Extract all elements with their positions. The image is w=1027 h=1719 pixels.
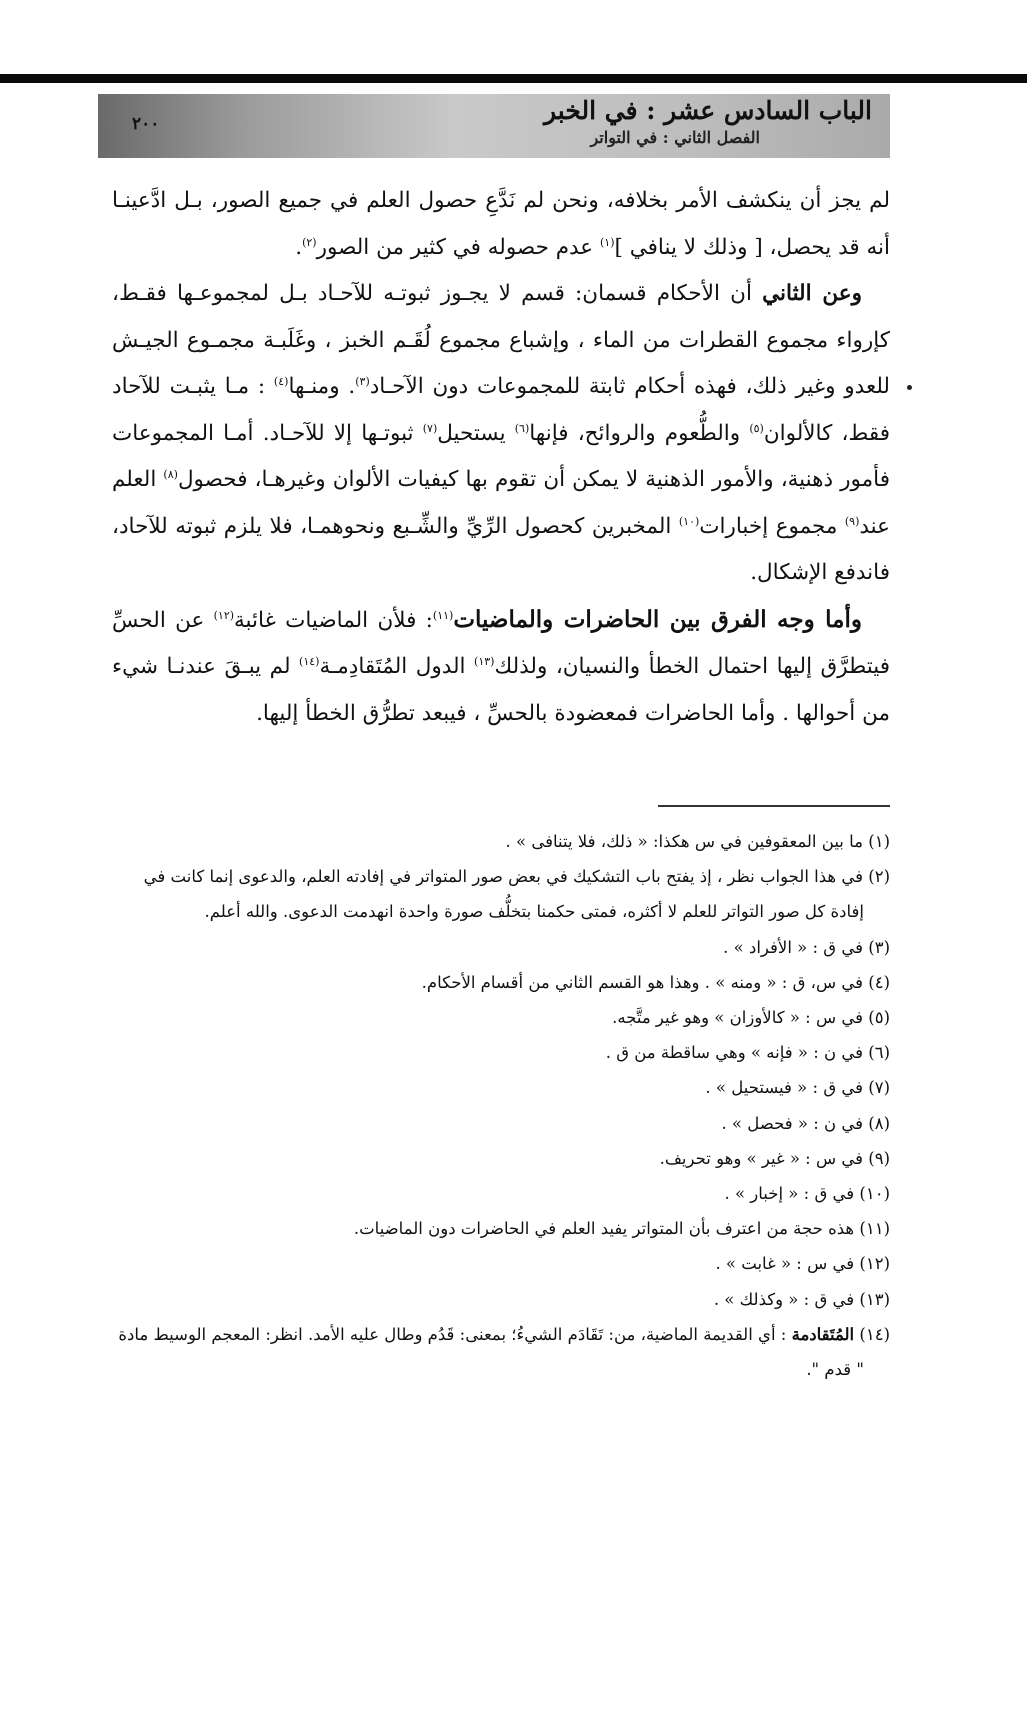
footnote-ref: (١٤): [299, 654, 320, 668]
footnote-ref: (٢): [302, 235, 317, 249]
footnote: (١٤) المُتَقادمة : أي القديمة الماضية، من: تَقَادَم الشيءُ؛ بمعنى: قَدُم وطال عليه الأمد. انظر: المعجم الوسيط مادة: [118, 1324, 890, 1344]
paragraph: وأما وجه الفرق بين الحاضرات والماضيات$^{(١١)}$: فلأن الماضيات غائبة$^{(١٢)}$ عن الحسِّ فيتطرَّق إليها احتمال الخطأ والنسيان، ولذلك$^{(١٣)}$ الدول المُتَقادِمـة$^{(١٤)}$ لم يبـقَ عندنـا شيء من أحوالها . وأما الحاضرات فمعضودة بالحسِّ ، فيبعد تطرُّق الخطأ إليها.: [112, 605, 890, 726]
footnote-separator: [658, 805, 890, 807]
paragraph: لم يجز أن ينكشف الأمر بخلافه، ونحن لم نَدَّعِ حصول العلم في جميع الصور، بـل ادَّعينـا أنه قد يحصل، [ وذلك لا ينافي ]$^{(١)}$ عدم حصوله في كثير من الصور$^{(٢)}$.: [112, 188, 890, 260]
chapter-title: الباب السادس عشر : في الخبر: [544, 96, 872, 125]
section-title: الفصل الثاني : في التواتر: [590, 128, 760, 147]
footnote-ref: (١٢): [213, 608, 235, 622]
footnote-ref: (٥): [749, 421, 764, 435]
footnote-ref: (٤): [273, 374, 289, 388]
footnote-ref: (٣): [355, 374, 370, 388]
footnote-ref: (٧): [422, 421, 438, 435]
footnote-ref: (٨): [163, 467, 178, 481]
footnotes: [112, 824, 890, 1387]
footnote: (١٢) في س : « غابت » .: [715, 1254, 890, 1274]
footnote: (٦) في ن : « فإنه » وهي ساقطة من ق .: [605, 1043, 890, 1063]
footnote-ref: (١٠): [678, 514, 700, 528]
footnote-ref: (١): [599, 235, 615, 249]
inline-heading: وأما وجه الفرق بين الحاضرات والماضيات: [453, 605, 862, 633]
footnote-ref: (١٣): [474, 654, 495, 668]
main-text: [112, 178, 890, 737]
lead-phrase: وعن الثاني: [762, 281, 862, 306]
footnote-term: المُتَقادمة: [791, 1324, 855, 1344]
footnote: (٧) في ق : « فيستحيل » .: [705, 1078, 890, 1098]
footnote: (١٠) في ق : « إخبار » .: [724, 1184, 890, 1204]
margin-dot: [907, 385, 912, 390]
footnote: (٥) في س : « كالأوزان » وهو غير متَّجه.: [612, 1008, 890, 1028]
footnote-ref: (٦): [514, 421, 530, 435]
footnote: (٨) في ن : « فحصل » .: [721, 1113, 890, 1133]
footnote: (٣) في ق : « الأفراد » .: [723, 937, 890, 957]
footnote-ref: (١١): [432, 608, 454, 622]
footnote-continuation: " قدم ".: [806, 1360, 864, 1380]
paragraph: وعن الثاني أن الأحكام قسمان: قسم لا يجـوز ثبوتـه للآحـاد بـل لمجموعـها فقـط، كإرواء مجموع القطرات من الماء ، وإشباع مجموع لُقَـم الخبز ، وغَلَبـة مجمـوع الجيـش للعدو وغير ذلك، فهذه أحكام ثابتة للمجموعات دون الآحـاد$^{(٣)}$. ومنـها$^{(٤)}$ : مـا يثبـت للآحاد فقط، كالألوان$^{(٥)}$ والطُّعوم والروائح، فإنها$^{(٦)}$ يستحيل$^{(٧)}$ ثبوتـها إلا للآحـاد. أمـا المجموعات فأمور ذهنية، والأمور الذهنية لا يمكن أن تقوم بها كيفيات الألوان وغيرهـا، فحصول$^{(٨)}$ العلم عند$^{(٩)}$ مجموع إخبارات$^{(١٠)}$ المخبرين كحصول الرِّيِّ والشِّـبع ونحوهمـا، فلا يلزم ثبوته للآحاد، فاندفع الإشكال.: [112, 281, 890, 585]
footnote: (١٣) في ق : « وكذلك » .: [713, 1289, 890, 1309]
top-rule: [0, 74, 1027, 83]
page-number: ٢٠٠: [132, 114, 160, 134]
footnote: (٢) في هذا الجواب نظر ، إذ يفتح باب التشكيك في بعض صور المتواتر في إفادته العلم، والدعوى إنما كانت في: [143, 867, 890, 887]
footnote-continuation: إفادة كل صور التواتر للعلم لا أكثره، فمتى حكمنا بتخلُّف صورة واحدة انهدمت الدعوى. والله أعلم.: [204, 902, 864, 922]
footnote: (٤) في س، ق : « ومنه » . وهذا هو القسم الثاني من أقسام الأحكام.: [421, 972, 890, 992]
footnote: (١) ما بين المعقوفين في س هكذا: « ذلك، فلا يتنافى » .: [505, 832, 890, 851]
footnote-ref: (٩): [844, 514, 860, 528]
footnote: (١١) هذه حجة من اعترف بأن المتواتر يفيد العلم في الحاضرات دون الماضيات.: [353, 1219, 890, 1239]
footnote: (٩) في س : « غير » وهو تحريف.: [659, 1148, 890, 1168]
running-header: [98, 94, 890, 158]
